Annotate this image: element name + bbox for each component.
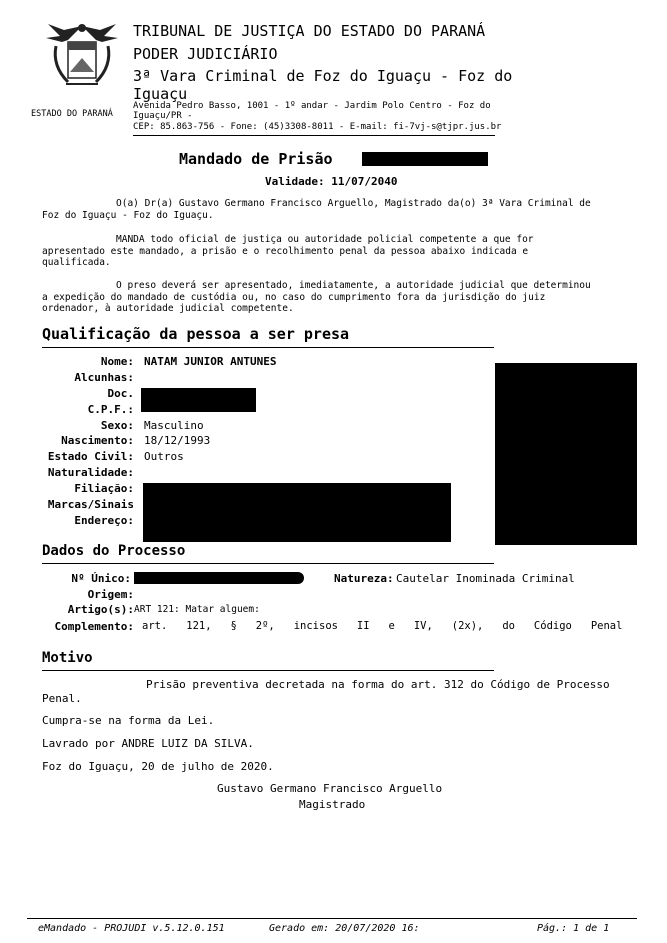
motivo-drafted-by: Lavrado por ANDRE LUIZ DA SILVA. xyxy=(42,737,254,750)
value-sexo: Masculino xyxy=(144,419,204,432)
label-naturalidade: Naturalidade: xyxy=(47,466,134,479)
court-address-cont: Iguaçu/PR - xyxy=(133,111,193,121)
section-title-motivo: Motivo xyxy=(42,650,93,666)
label-artigo: Artigo(s): xyxy=(67,603,134,616)
label-cpf: C.P.F.: xyxy=(87,403,134,416)
paragraph-order-line3: qualificada. xyxy=(42,257,111,268)
parana-coat-of-arms-icon xyxy=(42,20,122,92)
footer-generated: Gerado em: 20/07/2020 16: xyxy=(269,923,420,934)
paragraph-presentation-line3: ordenador, à autoridade judicial competente. xyxy=(42,303,294,314)
value-artigo: ART 121: Matar alguem: xyxy=(134,604,260,615)
label-filiacao: Filiação: xyxy=(74,482,134,495)
paragraph-presentation-line2: a expedição do mandado de custódia ou, no caso do cumprimento fora da jurisdição do juiz xyxy=(42,291,546,303)
redacted-photo xyxy=(495,363,637,545)
value-complemento: art. 121, § 2º, incisos II e IV, (2x), do Código Penal xyxy=(142,620,623,632)
motivo-reason-line1: Prisão preventiva decretada na forma do art. 312 do Código de Processo xyxy=(146,678,610,691)
redacted-warrant-number xyxy=(362,152,488,166)
court-contact: CEP: 85.863-756 - Fone: (45)3308-8011 - E-mail: fi-7vj-s@tjpr.jus.br xyxy=(133,122,502,132)
section-title-person: Qualificação da pessoa a ser presa xyxy=(42,325,350,343)
label-marcas: Marcas/Sinais xyxy=(47,498,134,511)
court-address: Avenida Pedro Basso, 1001 - 1º andar - Jardim Polo Centro - Foz do xyxy=(133,101,491,111)
footer-page: Pág.: 1 de 1 xyxy=(537,923,610,934)
motivo-date-place: Foz do Iguaçu, 20 de julho de 2020. xyxy=(42,760,274,773)
redacted-document-ids xyxy=(141,388,256,412)
court-division-cont: Iguaçu xyxy=(133,85,188,103)
label-endereco: Endereço: xyxy=(74,514,134,527)
validity: Validade: 11/07/2040 xyxy=(265,175,398,188)
redacted-filiation-address xyxy=(143,483,451,542)
paragraph-presentation xyxy=(42,280,642,315)
label-nome: Nome: xyxy=(100,355,134,368)
value-nome: NATAM JUNIOR ANTUNES xyxy=(144,355,277,368)
label-estado-civil: Estado Civil: xyxy=(47,450,134,463)
label-complemento: Complemento: xyxy=(54,620,134,633)
judiciary-label: PODER JUDICIÁRIO xyxy=(133,45,278,63)
redacted-process-number xyxy=(134,572,304,584)
signature-role: Magistrado xyxy=(299,798,366,811)
paragraph-presentation-line1: O preso deverá ser apresentado, imediatamente, a autoridade judicial que determinou xyxy=(116,280,591,291)
paragraph-order-line2: apresentado este mandado, a prisão e o recolhimento penal da pessoa abaixo indicada e xyxy=(42,245,529,257)
motivo-comply: Cumpra-se na forma da Lei. xyxy=(42,714,215,727)
paragraph-order xyxy=(42,234,632,269)
value-nascimento: 18/12/1993 xyxy=(144,434,211,447)
paragraph-magistrate-line2: Foz do Iguaçu - Foz do Iguaçu. xyxy=(42,209,214,221)
value-natureza: Cautelar Inominada Criminal xyxy=(396,572,575,585)
state-label: ESTADO DO PARANÁ xyxy=(31,109,113,119)
paragraph-magistrate-line1: O(a) Dr(a) Gustavo Germano Francisco Arguello, Magistrado da(o) 3ª Vara Criminal de xyxy=(116,198,591,209)
document-title: Mandado de Prisão xyxy=(179,150,333,168)
signature-name: Gustavo Germano Francisco Arguello xyxy=(217,782,443,795)
court-division: 3ª Vara Criminal de Foz do Iguaçu - Foz do xyxy=(133,67,513,85)
section-divider-motivo xyxy=(42,670,494,671)
footer-system: eMandado - PROJUDI v.5.12.0.151 xyxy=(38,923,225,934)
label-alcunhas: Alcunhas: xyxy=(74,371,134,384)
section-title-process: Dados do Processo xyxy=(42,543,186,559)
label-origem: Origem: xyxy=(87,588,134,601)
court-name: TRIBUNAL DE JUSTIÇA DO ESTADO DO PARANÁ xyxy=(133,22,486,40)
label-natureza: Natureza: xyxy=(334,572,394,585)
paragraph-magistrate xyxy=(42,198,632,221)
footer-divider xyxy=(27,918,637,919)
label-doc: Doc. xyxy=(107,387,134,400)
header-divider xyxy=(133,135,495,136)
label-sexo: Sexo: xyxy=(100,419,134,432)
value-estado-civil: Outros xyxy=(144,450,184,463)
label-numero: Nº Único: xyxy=(71,572,131,585)
motivo-reason-line2: Penal. xyxy=(42,692,82,705)
paragraph-order-line1: MANDA todo oficial de justiça ou autoridade policial competente a que for xyxy=(116,234,534,245)
label-nascimento: Nascimento: xyxy=(61,434,134,447)
section-divider-person xyxy=(42,347,494,348)
section-divider-process xyxy=(42,563,494,564)
